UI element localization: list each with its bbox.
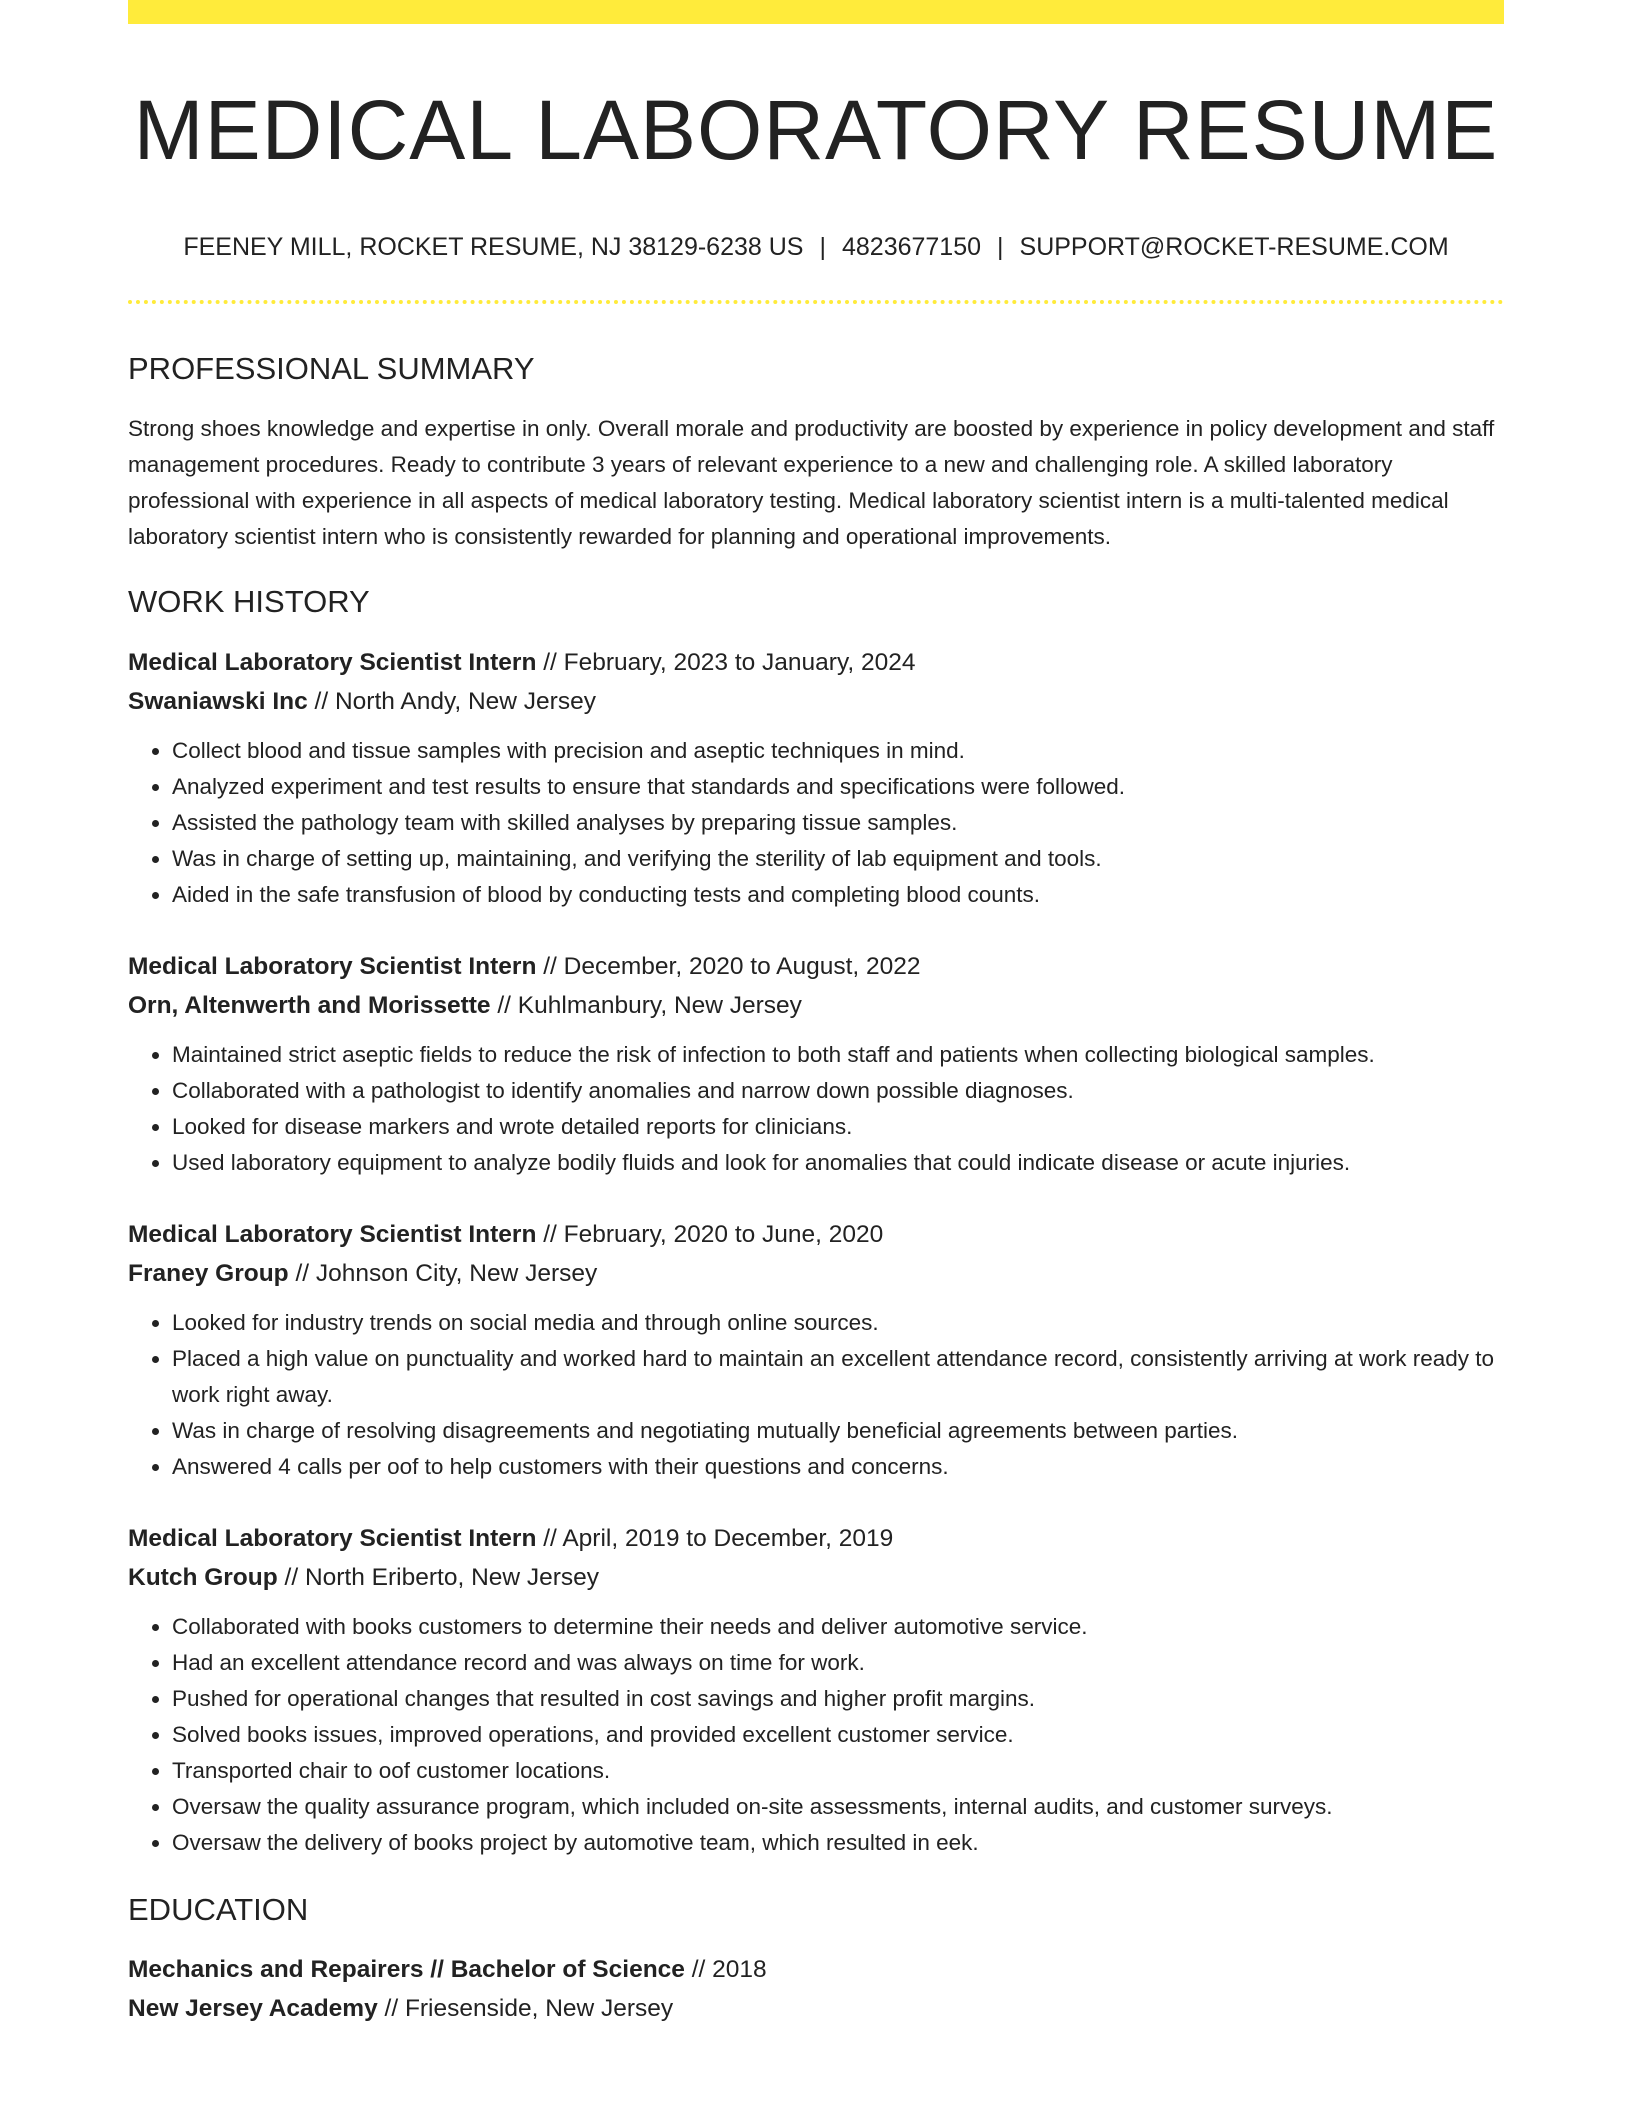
dotted-divider [128, 300, 1504, 304]
job-bullet: • Aided in the safe transfusion of blood by conducting tests and completing blood counts. [172, 877, 1504, 913]
job-bullet: • Oversaw the quality assurance program, which included on-site assessments, internal audits, and customer surveys. [172, 1789, 1504, 1825]
job-company: Swaniawski Inc [128, 687, 308, 715]
job-bullet: • Oversaw the delivery of books project by automotive team, which resulted in eek. [172, 1825, 1504, 1861]
field-delimiter: // [536, 952, 564, 980]
education-degree: Mechanics and Repairers // Bachelor of Science [128, 1955, 685, 1983]
field-delimiter: // [277, 1563, 305, 1591]
job-bullet: • Collect blood and tissue samples with precision and aseptic techniques in mind. [172, 733, 1504, 769]
job-company: Orn, Altenwerth and Morissette [128, 991, 491, 1019]
education-degree-line [128, 1950, 1504, 1989]
work-history-list [128, 643, 1504, 1861]
job-dates: April, 2019 to December, 2019 [562, 1524, 894, 1552]
contact-separator: | [819, 233, 826, 262]
job-role: Medical Laboratory Scientist Intern [128, 1220, 537, 1248]
job-entry [128, 1215, 1504, 1485]
job-company-line [128, 682, 1504, 721]
job-bullet: • Analyzed experiment and test results to ensure that standards and specifications were followed. [172, 769, 1504, 805]
job-title-line [128, 643, 1504, 682]
job-bullet: • Assisted the pathology team with skilled analyses by preparing tissue samples. [172, 805, 1504, 841]
job-entry [128, 947, 1504, 1181]
education-school-line [128, 1989, 1504, 2028]
job-title-line [128, 1519, 1504, 1558]
job-role: Medical Laboratory Scientist Intern [128, 648, 537, 676]
summary-heading: PROFESSIONAL SUMMARY [128, 351, 535, 387]
job-bullet-list [128, 1609, 1504, 1861]
job-company: Franey Group [128, 1259, 289, 1287]
education-location: Friesenside, New Jersey [404, 1994, 674, 2022]
field-delimiter: // [490, 991, 518, 1019]
contact-address: FEENEY MILL, ROCKET RESUME, NJ 38129-6238 US [183, 233, 804, 262]
field-delimiter: // [536, 648, 564, 676]
field-delimiter: // [684, 1955, 713, 1983]
job-company-line [128, 1558, 1504, 1597]
job-company-line [128, 1254, 1504, 1293]
field-delimiter: // [307, 687, 335, 715]
job-dates: December, 2020 to August, 2022 [563, 952, 921, 980]
job-bullet-list [128, 733, 1504, 913]
resume-title: MEDICAL LABORATORY RESUME [133, 83, 1499, 177]
job-dates: February, 2020 to June, 2020 [563, 1220, 884, 1248]
job-company: Kutch Group [128, 1563, 278, 1591]
education-entry [128, 1950, 1504, 2028]
job-location: North Eriberto, New Jersey [304, 1563, 600, 1591]
field-delimiter: // [536, 1220, 564, 1248]
job-bullet: • Looked for industry trends on social media and through online sources. [172, 1305, 1504, 1341]
job-bullet: • Transported chair to oof customer locations. [172, 1753, 1504, 1789]
job-bullet-list [128, 1305, 1504, 1485]
job-entry [128, 643, 1504, 913]
job-bullet: • Looked for disease markers and wrote detailed reports for clinicians. [172, 1109, 1504, 1145]
job-title-line [128, 1215, 1504, 1254]
summary-text: Strong shoes knowledge and expertise in only. Overall morale and productivity are boosted by experience in policy development and staff management procedures. Ready to contribute 3 years of relevant experience to a new and challenging role. A skilled laboratory professional with experience in all aspects of medical laboratory testing. Medical laboratory scientist intern is a multi-talented medical laboratory scientist intern who is consistently rewarded for planning and operational improvements. [128, 416, 1495, 550]
work-history-heading: WORK HISTORY [128, 584, 370, 620]
job-location: North Andy, New Jersey [334, 687, 596, 715]
job-location: Kuhlmanbury, New Jersey [517, 991, 802, 1019]
job-role: Medical Laboratory Scientist Intern [128, 1524, 537, 1552]
job-company-line [128, 986, 1504, 1025]
job-bullet: • Collaborated with a pathologist to identify anomalies and narrow down possible diagnoses. [172, 1073, 1504, 1109]
job-bullet: • Used laboratory equipment to analyze bodily fluids and look for anomalies that could indicate disease or acute injuries. [172, 1145, 1504, 1181]
job-location: Johnson City, New Jersey [315, 1259, 598, 1287]
resume-page [128, 0, 1504, 2028]
job-bullet: • Had an excellent attendance record and was always on time for work. [172, 1645, 1504, 1681]
job-title-line [128, 947, 1504, 986]
job-role: Medical Laboratory Scientist Intern [128, 952, 537, 980]
job-bullet: • Was in charge of setting up, maintaining, and verifying the sterility of lab equipment and tools. [172, 841, 1504, 877]
field-delimiter: // [536, 1524, 563, 1552]
job-bullet: • Pushed for operational changes that resulted in cost savings and higher profit margins. [172, 1681, 1504, 1717]
education-year: 2018 [712, 1955, 767, 1983]
job-bullet-list [128, 1037, 1504, 1181]
job-dates: February, 2023 to January, 2024 [563, 648, 916, 676]
accent-top-bar [128, 0, 1504, 24]
job-bullet: • Solved books issues, improved operations, and provided excellent customer service. [172, 1717, 1504, 1753]
field-delimiter: // [377, 1994, 405, 2022]
contact-phone: 4823677150 [841, 233, 982, 262]
job-bullet: • Maintained strict aseptic fields to reduce the risk of infection to both staff and patients when collecting biological samples. [172, 1037, 1504, 1073]
contact-separator: | [997, 233, 1004, 262]
contact-email: SUPPORT@ROCKET-RESUME.COM [1019, 233, 1449, 262]
job-bullet: • Was in charge of resolving disagreements and negotiating mutually beneficial agreements between parties. [172, 1413, 1504, 1449]
education-school: New Jersey Academy [128, 1994, 378, 2022]
job-bullet: • Collaborated with books customers to determine their needs and deliver automotive service. [172, 1609, 1504, 1645]
job-bullet: • Answered 4 calls per oof to help customers with their questions and concerns. [172, 1449, 1504, 1485]
job-entry [128, 1519, 1504, 1861]
contact-line [128, 232, 1504, 262]
job-bullet: • Placed a high value on punctuality and worked hard to maintain an excellent attendance record, consistently arriving at work ready to work right away. [172, 1341, 1504, 1413]
field-delimiter: // [288, 1259, 316, 1287]
education-heading: EDUCATION [128, 1891, 309, 1927]
